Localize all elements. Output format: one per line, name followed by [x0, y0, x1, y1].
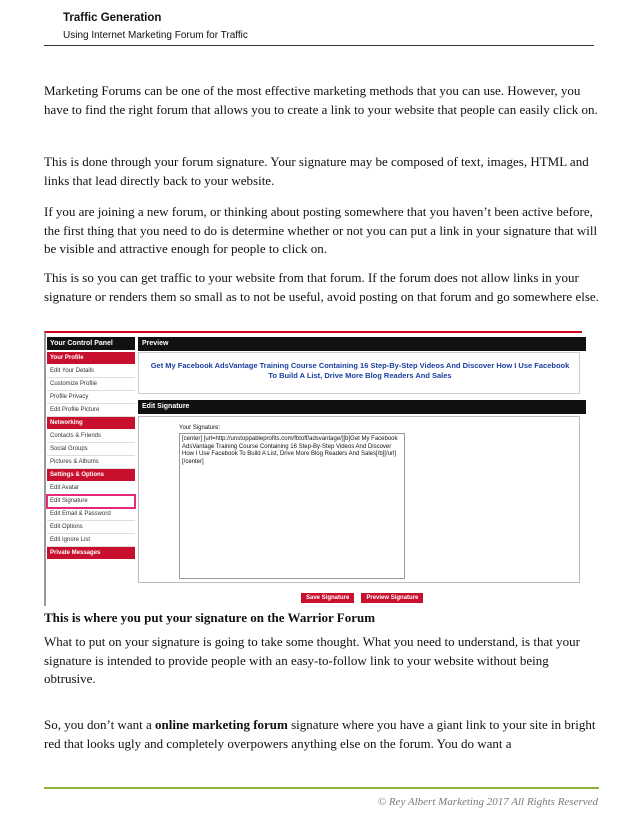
sidebar-item[interactable]: Edit Email & Password [47, 508, 135, 521]
header-subtitle: Using Internet Marketing Forum for Traffic [63, 30, 248, 41]
paragraph-5: What to put on your signature is going to take some thought. What you need to understand, is that your signature is intended to provide people with an easy-to-follow link to your website without being obtrusive. [44, 634, 580, 686]
sidebar-item[interactable]: Profile Privacy [47, 391, 135, 404]
sidebar-item[interactable]: Networking [47, 417, 135, 430]
preview-signature-button[interactable]: Preview Signature [361, 593, 423, 603]
signature-label: Your Signature: [179, 425, 221, 431]
save-signature-button[interactable]: Save Signature [301, 593, 354, 603]
bold-keyword: online marketing forum [154, 717, 288, 732]
header-divider [44, 45, 594, 46]
paragraph-4: This is so you can get traffic to your website from that forum. If the forum does not allow links in your signature or renders them so small as to not be useful, avoid posting on that forum and go somewhere else. [44, 270, 599, 304]
signature-textarea[interactable]: [center] [url=http://unstoppableprofits.com/fbtoff/adsvantage/][b]Get My Facebook AdsVantage Training Course Containing 16 Step-By-Step Videos And Discover How I Use Facebook To Build A List, Drive More Blog Readers And Sales[/b][/url][/center] [179, 433, 405, 579]
edit-signature-header: Edit Signature [138, 400, 586, 414]
sidebar-item[interactable]: Social Groups [47, 443, 135, 456]
forum-screenshot [44, 331, 582, 606]
sidebar-item[interactable]: Edit Avatar [47, 482, 135, 495]
signature-buttons [301, 586, 426, 604]
paragraph-6 [44, 716, 599, 753]
footer-divider [44, 787, 599, 789]
paragraph-3: If you are joining a new forum, or thinking about posting somewhere that you haven’t been active before, the first thing that you need to do is determine whether or not you can put a link in your signature that will be visible and attractive enough for people to click on. [44, 204, 598, 256]
screenshot-caption: This is where you put your signature on the Warrior Forum [44, 610, 376, 625]
sidebar-item[interactable]: Private Messages [47, 547, 135, 560]
preview-link-text[interactable]: Get My Facebook AdsVantage Training Course Containing 16 Step-By-Step Videos And Discover How I Use Facebook To Build A List, Drive More Blog Readers And Sales [150, 361, 570, 380]
sidebar-item[interactable]: Edit Signature [47, 495, 135, 508]
sidebar-item[interactable]: Edit Your Details [47, 365, 135, 378]
paragraph-6-start: So, you don’t want a [44, 717, 155, 732]
sidebar-item[interactable]: Contacts & Friends [47, 430, 135, 443]
edit-signature-area [138, 416, 580, 583]
paragraph-6-end: signature where you have a giant link to your site in bright red that looks ugly and completely overpowers anything else on the forum. You do want a [44, 717, 596, 751]
paragraph-2: This is done through your forum signature. Your signature may be composed of text, images, HTML and links that lead directly back to your website. [44, 154, 589, 188]
sidebar-title: Your Control Panel [47, 337, 135, 350]
sidebar-item[interactable]: Edit Options [47, 521, 135, 534]
preview-box [138, 352, 580, 394]
header-title: Traffic Generation [63, 12, 162, 24]
sidebar-item[interactable]: Edit Ignore List [47, 534, 135, 547]
sidebar-item[interactable]: Edit Profile Picture [47, 404, 135, 417]
sidebar-item[interactable]: Settings & Options [47, 469, 135, 482]
preview-header: Preview [138, 337, 586, 351]
paragraph-1: Marketing Forums can be one of the most effective marketing methods that you can use. However, you have to find the right forum that allows you to create a link to your website that people can easily click on. [44, 83, 598, 117]
footer-copyright: © Rey Albert Marketing 2017 All Rights Reserved [377, 796, 598, 808]
sidebar-item[interactable]: Customize Profile [47, 378, 135, 391]
sidebar-item[interactable]: Pictures & Albums [47, 456, 135, 469]
sidebar-item[interactable]: Your Profile [47, 352, 135, 365]
control-panel-sidebar [47, 337, 135, 560]
